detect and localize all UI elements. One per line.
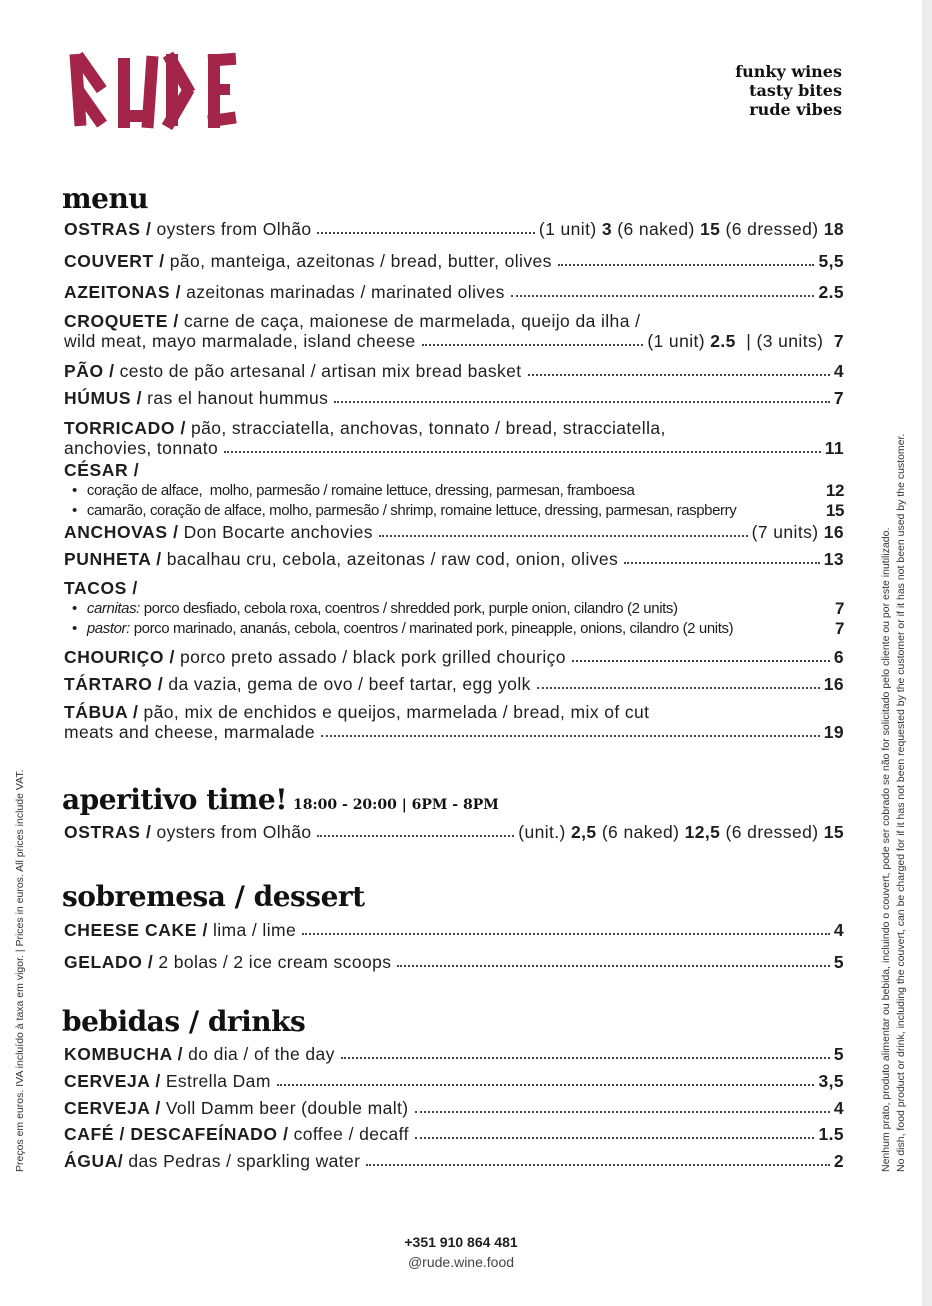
menu-item — [64, 388, 844, 408]
item-description: Voll Damm beer (double malt) — [165, 1098, 409, 1118]
dot-leader — [366, 1164, 829, 1166]
bullet-option — [64, 620, 844, 637]
item-name: ÁGUA/ — [64, 1151, 124, 1171]
section-subtitle: 18:00 - 20:00 | 6PM - 8PM — [293, 797, 499, 813]
dot-leader — [317, 835, 514, 837]
section-title-text: bebidas / drinks — [62, 1005, 306, 1038]
menu-item — [64, 1151, 844, 1171]
dot-leader — [224, 451, 821, 453]
price-value: 18 — [823, 219, 844, 239]
item-description-cont: wild meat, mayo marmalade, island cheese — [64, 331, 416, 351]
price-value: 4 — [833, 361, 844, 381]
item-name: PUNHETA / — [64, 549, 162, 569]
price-value: 15 — [823, 822, 844, 842]
item-description: oysters from Olhão — [156, 822, 312, 842]
phone-number[interactable]: +351 910 864 481 — [404, 1234, 518, 1250]
price-value: 2.5 — [818, 282, 844, 302]
price-value: 4 — [833, 920, 844, 940]
dot-leader — [537, 687, 820, 689]
item-description: Don Bocarte anchovies — [183, 522, 373, 542]
menu-item-line — [64, 1151, 844, 1171]
dot-leader — [277, 1084, 815, 1086]
item-price — [539, 219, 844, 239]
item-price — [824, 674, 844, 694]
option-price: 7 — [834, 619, 844, 638]
tagline — [735, 62, 842, 119]
price-value: 15 — [700, 219, 721, 239]
menu-item — [64, 361, 844, 381]
item-name: ANCHOVAS / — [64, 522, 179, 542]
menu-item-line — [64, 549, 844, 569]
price-value: 7 — [833, 331, 844, 351]
bullet-option — [64, 598, 844, 620]
menu-item — [64, 311, 844, 351]
item-price — [834, 1044, 844, 1064]
price-label: (6 dressed) — [720, 822, 824, 842]
dot-leader — [624, 562, 820, 564]
section-title — [62, 783, 499, 816]
menu-item — [64, 674, 844, 694]
price-label: (7 units) — [751, 522, 824, 542]
item-name: TÁRTARO / — [64, 674, 164, 694]
price-value: 12,5 — [684, 822, 721, 842]
option-name: • pastor: — [86, 620, 130, 637]
menu-item — [64, 282, 844, 302]
menu-item-line — [64, 1044, 844, 1064]
dot-leader — [321, 735, 820, 737]
menu-item-line — [64, 1071, 844, 1091]
item-price — [824, 722, 844, 742]
dot-leader — [317, 232, 534, 234]
menu-item-line — [64, 282, 844, 302]
item-price — [834, 647, 844, 667]
item-description: porco preto assado / black pork grilled chouriço — [180, 647, 566, 667]
dot-leader — [415, 1111, 830, 1113]
menu-item-line — [64, 311, 844, 331]
menu-item-line — [64, 822, 844, 842]
option-name: • carnitas: — [86, 600, 140, 617]
item-price — [818, 282, 844, 302]
menu-item — [64, 549, 844, 569]
item-name: CHOURIÇO / — [64, 647, 175, 667]
item-name: AZEITONAS / — [64, 282, 182, 302]
item-price — [834, 1151, 844, 1171]
item-description: 2 bolas / 2 ice cream scoops — [158, 952, 392, 972]
option-description: • camarão, coração de alface, molho, parmesão / shrimp, romaine lettuce, dressing, parmesan, raspberry — [86, 502, 737, 519]
item-price — [834, 361, 844, 381]
item-price — [752, 522, 844, 542]
item-name: COUVERT / — [64, 251, 165, 271]
price-value: 5 — [833, 1044, 844, 1064]
price-value: 6 — [833, 647, 844, 667]
item-price — [518, 822, 844, 842]
price-value: 2 — [833, 1151, 844, 1171]
item-name: PÃO / — [64, 361, 115, 381]
item-price — [818, 1124, 844, 1144]
rude-logo — [68, 50, 238, 130]
dot-leader — [415, 1137, 815, 1139]
menu-item-line — [64, 702, 844, 722]
item-name: CROQUETE / — [64, 311, 179, 331]
item-name: CAFÉ / DESCAFEÍNADO / — [64, 1124, 289, 1144]
item-description: do dia / of the day — [188, 1044, 335, 1064]
item-price — [818, 251, 844, 271]
section-title-text: aperitivo time! — [62, 783, 287, 816]
option-description: porco desfiado, cebola roxa, coentros / shredded pork, purple onion, cilandro (2 units) — [139, 600, 678, 617]
item-name: OSTRAS / — [64, 219, 152, 239]
price-value: 16 — [823, 522, 844, 542]
item-name: CERVEJA / — [64, 1098, 161, 1118]
item-price — [834, 388, 844, 408]
item-description: pão, mix de enchidos e queijos, marmelada / bread, mix of cut — [143, 702, 650, 722]
tagline-line: funky wines — [735, 62, 842, 81]
vat-note: Preços em euros. IVA incluído à taxa em vigor. | Prices in euros. All prices include VAT. — [14, 769, 26, 1172]
menu-item — [64, 219, 844, 239]
item-description: pão, stracciatella, anchovas, tonnato / bread, stracciatella, — [190, 418, 666, 438]
menu-item-line — [64, 1098, 844, 1118]
menu-item-line — [64, 952, 844, 972]
price-value: 2.5 — [710, 331, 736, 351]
item-description: ras el hanout hummus — [147, 388, 329, 408]
menu-item — [64, 418, 844, 458]
option-description: • coração de alface, molho, parmesão / romaine lettuce, dressing, parmesan, framboesa — [86, 482, 635, 499]
item-price — [818, 1071, 844, 1091]
price-value: 19 — [823, 722, 844, 742]
page-edge — [922, 0, 932, 1306]
menu-item-line — [64, 361, 844, 381]
item-description: lima / lime — [212, 920, 297, 940]
price-value: 16 — [823, 674, 844, 694]
price-value: 3 — [601, 219, 612, 239]
item-price — [834, 920, 844, 940]
item-name: OSTRAS / — [64, 822, 152, 842]
price-label: (6 naked) — [611, 219, 701, 239]
section-title — [62, 1005, 305, 1038]
item-price — [647, 331, 844, 351]
menu-item — [64, 522, 844, 542]
menu-item — [64, 647, 844, 667]
price-value: 3,5 — [818, 1071, 844, 1091]
item-description: das Pedras / sparkling water — [128, 1151, 361, 1171]
option-price: 12 — [825, 481, 844, 500]
menu-item-line — [64, 1124, 844, 1144]
menu-item-line — [64, 418, 844, 438]
dot-leader — [334, 401, 830, 403]
menu-item-line — [64, 251, 844, 271]
menu-item — [64, 1044, 844, 1064]
price-value: 1.5 — [818, 1124, 844, 1144]
item-description: Estrella Dam — [165, 1071, 271, 1091]
item-name: GELADO / — [64, 952, 154, 972]
item-name: KOMBUCHA / — [64, 1044, 184, 1064]
menu-item-line — [64, 578, 844, 598]
price-label: (1 unit) — [538, 219, 602, 239]
menu-item — [64, 702, 844, 742]
menu-item-line — [64, 219, 844, 239]
price-value: 4 — [833, 1098, 844, 1118]
price-value: 2,5 — [571, 822, 597, 842]
dot-leader — [511, 295, 815, 297]
price-value: 11 — [824, 438, 844, 458]
item-description: bacalhau cru, cebola, azeitonas / raw cod, onion, olives — [166, 549, 619, 569]
menu-item — [64, 1071, 844, 1091]
item-description: carne de caça, maionese de marmelada, queijo da ilha / — [183, 311, 641, 331]
menu-item — [64, 578, 844, 637]
item-description: azeitonas marinadas / marinated olives — [186, 282, 505, 302]
item-name: CHEESE CAKE / — [64, 920, 208, 940]
couvert-note-en: No dish, food product or drink, including the couvert, can be charged for if it has not been requested by the customer or if it has not been used by the customer. — [895, 433, 907, 1172]
social-handle[interactable]: @rude.wine.food — [407, 1254, 515, 1270]
dot-leader — [558, 264, 815, 266]
menu-item — [64, 1098, 844, 1118]
item-price — [834, 1098, 844, 1118]
menu-item — [64, 251, 844, 271]
item-price — [824, 549, 844, 569]
menu-item — [64, 822, 844, 842]
item-description: da vazia, gema de ovo / beef tartar, egg yolk — [168, 674, 531, 694]
section-title-text: sobremesa / dessert — [62, 880, 365, 913]
bullet-option — [64, 480, 844, 502]
dot-leader — [341, 1057, 830, 1059]
price-value: 5,5 — [818, 251, 844, 271]
item-name: TÁBUA / — [64, 702, 139, 722]
option-price: 7 — [834, 599, 844, 618]
menu-item-line — [64, 331, 844, 351]
item-price — [834, 952, 844, 972]
item-price — [825, 438, 844, 458]
dot-leader — [379, 535, 748, 537]
price-value: 13 — [823, 549, 844, 569]
menu-item-line — [64, 674, 844, 694]
menu-item-line — [64, 722, 844, 742]
item-name: CERVEJA / — [64, 1071, 161, 1091]
dot-leader — [422, 344, 644, 346]
item-description-cont: meats and cheese, marmalade — [64, 722, 316, 742]
menu-item — [64, 920, 844, 940]
price-label: (1 unit) — [647, 331, 711, 351]
couvert-note-pt: Nenhum prato, produto alimentar ou bebida, incluindo o couvert, pode ser cobrado se não for solicitado pelo cliente ou por este inutilizado. — [880, 527, 892, 1172]
price-label: (6 dressed) — [720, 219, 824, 239]
tagline-line: tasty bites — [749, 81, 842, 100]
menu-item — [64, 460, 844, 519]
tagline-line: rude vibes — [749, 100, 842, 119]
menu-item-line — [64, 522, 844, 542]
section-title-text: menu — [62, 182, 149, 215]
menu-item — [64, 1124, 844, 1144]
item-description: pão, manteiga, azeitonas / bread, butter, olives — [169, 251, 552, 271]
menu-item-line — [64, 388, 844, 408]
item-description: cesto de pão artesanal / artisan mix bread basket — [119, 361, 522, 381]
menu-item — [64, 952, 844, 972]
menu-item-line — [64, 438, 844, 458]
price-value: 7 — [833, 388, 844, 408]
item-description-cont: anchovies, tonnato — [64, 438, 219, 458]
menu-item-line — [64, 647, 844, 667]
dot-leader — [528, 374, 830, 376]
price-label: | (3 units) — [735, 331, 834, 351]
option-price: 15 — [825, 501, 844, 520]
menu-item-line — [64, 920, 844, 940]
item-name: TACOS / — [64, 578, 138, 598]
option-description: porco marinado, ananás, cebola, coentros / marinated pork, pineapple, onions, cilandro (2 units) — [129, 620, 734, 637]
section-title — [62, 880, 365, 913]
item-description: coffee / decaff — [293, 1124, 409, 1144]
dot-leader — [302, 933, 830, 935]
menu-item-line — [64, 460, 844, 480]
price-value: 5 — [833, 952, 844, 972]
price-label: (unit.) — [518, 822, 572, 842]
item-name: TORRICADO / — [64, 418, 186, 438]
dot-leader — [397, 965, 829, 967]
section-title — [62, 182, 148, 215]
item-description: oysters from Olhão — [156, 219, 312, 239]
item-name: HÚMUS / — [64, 388, 143, 408]
price-label: (6 naked) — [596, 822, 685, 842]
bullet-option — [64, 502, 844, 519]
item-name: CÉSAR / — [64, 460, 140, 480]
dot-leader — [572, 660, 830, 662]
